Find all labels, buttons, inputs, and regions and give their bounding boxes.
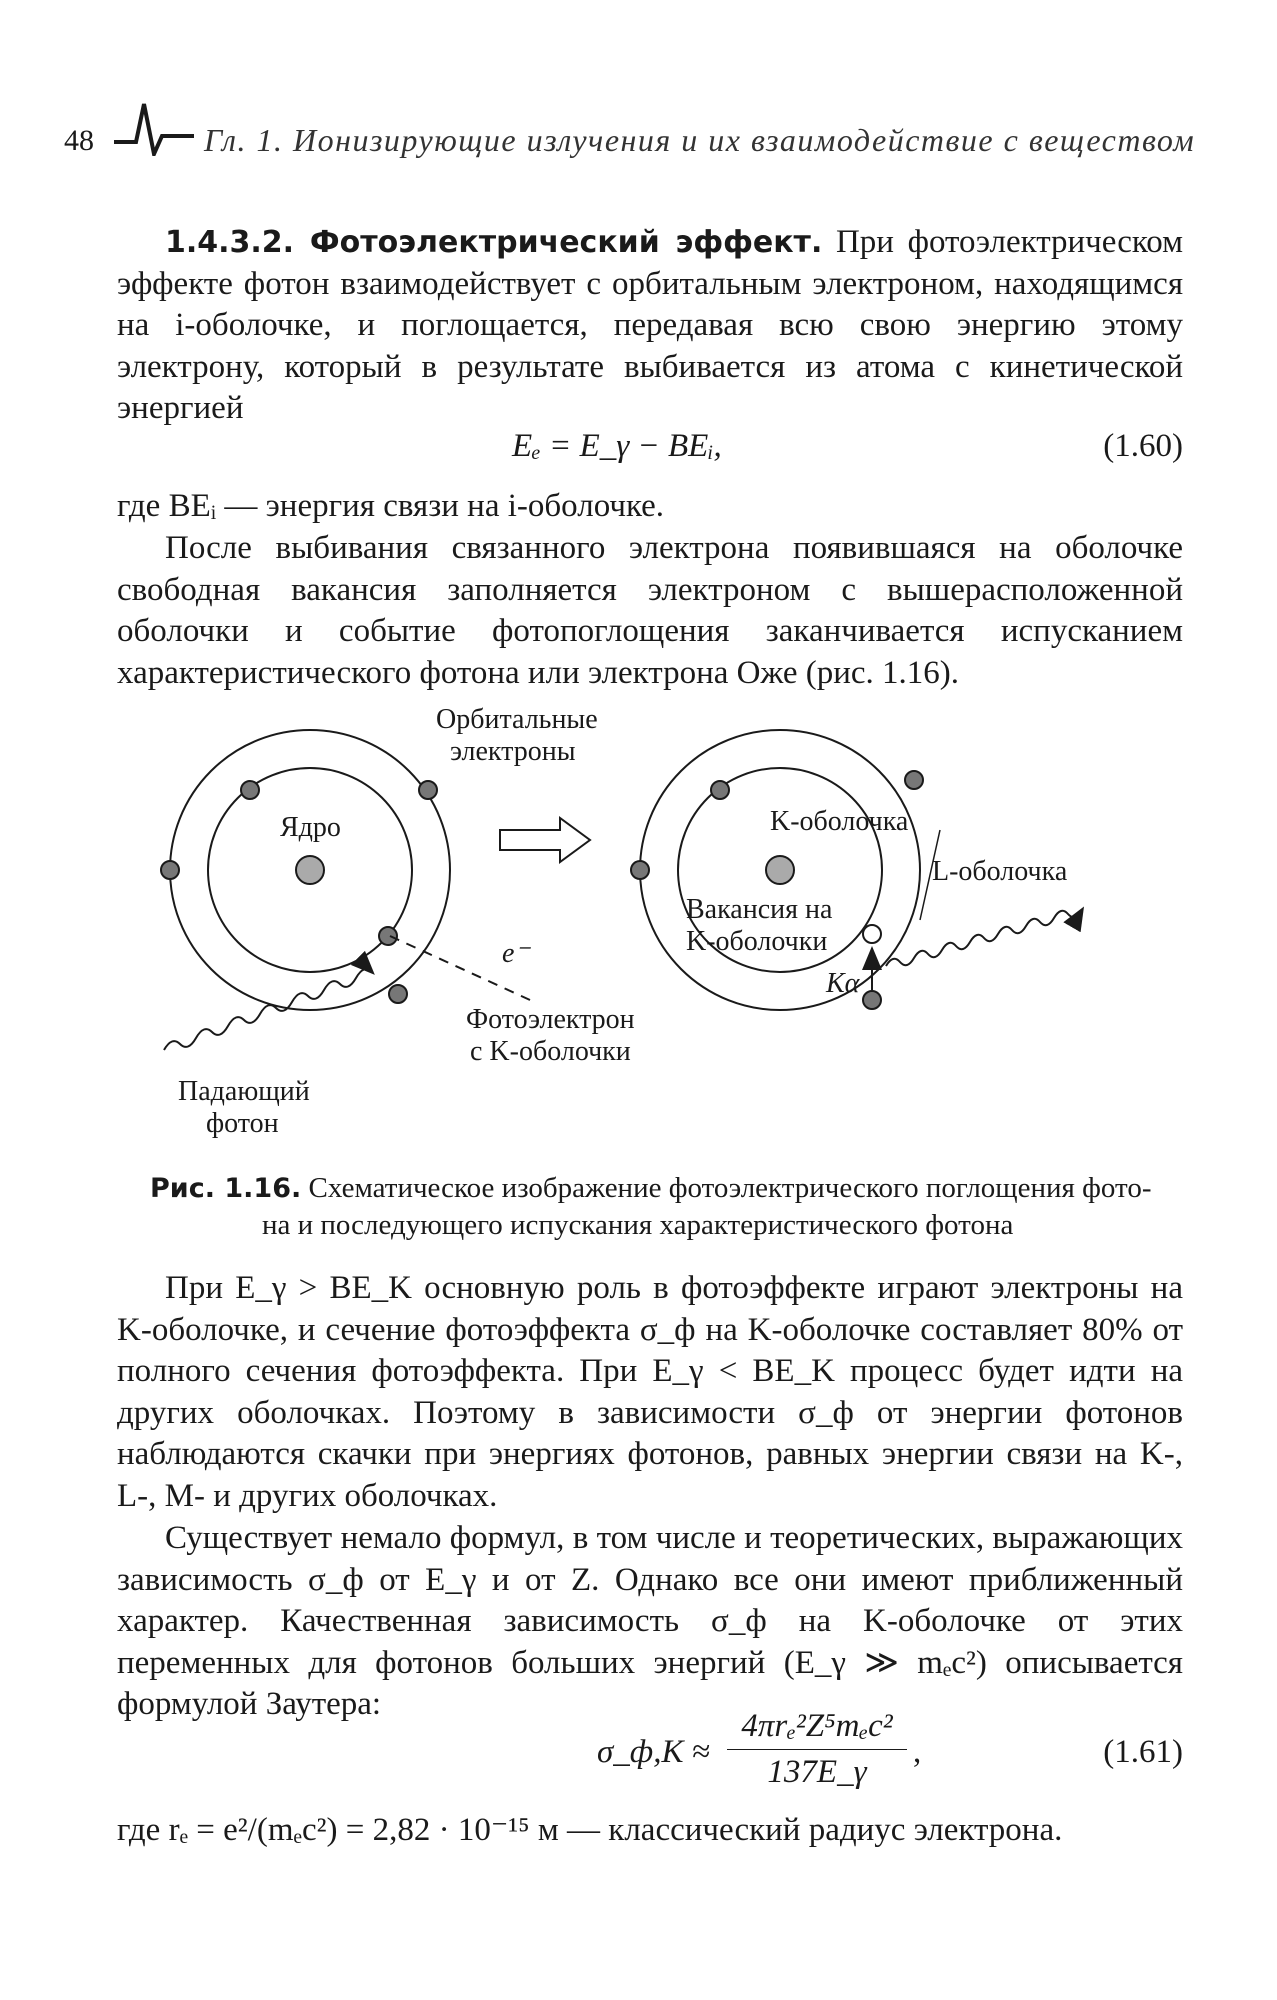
equation-1-61-lhs: σ_ф,K ≈ xyxy=(597,1734,710,1770)
equation-1-61-fraction xyxy=(727,1708,907,1791)
equation-1-61-numerator: 4πrₑ²Z⁵mₑc² xyxy=(727,1708,907,1750)
equation-1-60 xyxy=(117,428,1183,472)
label-nucleus: Ядро xyxy=(280,812,341,843)
paragraph-sauter: Существует немало формул, в том числе и теоретических, выражающих зависимость σ_ф от E_γ и от Z. Однако все они имеют приближенный характер. Качественная зависимость σ_ф на K-оболочке от этих переменных для фотонов больших энергий (E_γ ≫ mₑc²) описывается формулой Заутера: xyxy=(117,1520,1183,1722)
orbital-electron xyxy=(905,771,923,789)
caption-line-2: на и последующего испускания характеристического фотона xyxy=(262,1209,1014,1241)
equation-1-61-denominator: 137E_γ xyxy=(767,1754,867,1790)
figure-1-16 xyxy=(150,700,1150,1140)
transition-arrow-icon xyxy=(500,818,590,862)
equation-1-61 xyxy=(117,1708,1183,1798)
orbital-electron xyxy=(863,991,881,1009)
incident-photon-wave xyxy=(164,969,372,1050)
running-title: Гл. 1. Ионизирующие излучения и их взаимодействие с веществом xyxy=(204,122,1196,158)
figure-caption xyxy=(150,1170,1180,1243)
paragraph-vacancy: После выбивания связанного электрона появившаяся на оболочке свободная вакансия заполняется электроном с вышерасположенной оболочки и событие фотопоглощения заканчивается испусканием характеристического фотона или электрона Оже (рис. 1.16). xyxy=(117,530,1183,691)
label-electron: e⁻ xyxy=(502,938,530,969)
equation-1-61-comma: , xyxy=(913,1734,922,1770)
label-orbital-electrons: Орбитальные xyxy=(436,704,598,735)
orbital-electron xyxy=(241,781,259,799)
paragraph-intro-text: При фотоэлектрическом эффекте фотон взаимодействует с орбитальным электроном, находящимся на i-оболочке, и поглощается, передавая всю свою энергию этому электрону, который в результате выбивается из атома с кинетической энергией xyxy=(117,224,1183,426)
nucleus xyxy=(296,856,324,884)
orbital-electron xyxy=(419,781,437,799)
caption-line-1: Схематическое изображение фотоэлектрического поглощения фото- xyxy=(308,1172,1152,1204)
label-k-shell: K-оболочка xyxy=(770,806,909,837)
paragraph-electron-radius: где rₑ = e²/(mₑc²) = 2,82 · 10⁻¹⁵ м — классический радиус электрона. xyxy=(117,1812,1063,1848)
label-vacancy-2: K-оболочки xyxy=(686,926,828,957)
equation-1-61-number: (1.61) xyxy=(1103,1734,1183,1770)
orbital-electron xyxy=(631,861,649,879)
label-vacancy: Вакансия на xyxy=(686,894,833,925)
vacancy xyxy=(863,925,881,943)
paragraph-binding-energy: где BEᵢ — энергия связи на i-оболочке. xyxy=(117,488,665,524)
orbital-electron xyxy=(379,927,397,945)
orbital-electron xyxy=(161,861,179,879)
page-number: 48 xyxy=(64,124,94,157)
label-k-alpha: Kα xyxy=(826,968,860,999)
atom-before xyxy=(161,730,530,1050)
orbital-electron xyxy=(389,985,407,1003)
label-photoelectron-2: с K-оболочки xyxy=(470,1036,631,1067)
caption-label: Рис. 1.16. xyxy=(150,1173,302,1204)
orbital-electron xyxy=(711,781,729,799)
label-photoelectron: Фотоэлектрон xyxy=(466,1004,635,1035)
pulse-logo-icon xyxy=(114,96,194,156)
paragraph-k-shell: При E_γ > BE_K основную роль в фотоэффекте играют электроны на K-оболочке, и сечение фотоэффекта σ_ф на K-оболочке составляет 80% от полного сечения фотоэффекта. При E_γ < BE_K процесс будет идти на других оболочках. Поэтому в зависимости σ_ф от энергии фотонов наблюдаются скачки при энергиях фотонов, равных энергии связи на K-, L-, M- и других оболочках. xyxy=(117,1270,1183,1514)
label-orbital-electrons-2: электроны xyxy=(450,736,576,767)
section-heading: 1.4.3.2. Фотоэлектрический эффект. xyxy=(165,225,823,260)
label-incident-photon-2: фотон xyxy=(206,1108,279,1139)
label-l-shell: L-оболочка xyxy=(932,856,1068,887)
equation-1-60-number: (1.60) xyxy=(1103,428,1183,464)
page-header xyxy=(52,92,1202,162)
characteristic-photon-wave xyxy=(886,910,1082,966)
paragraph-intro xyxy=(117,222,1183,430)
nucleus xyxy=(766,856,794,884)
equation-1-60-formula: Eₑ = E_γ − BEᵢ, xyxy=(512,428,722,464)
label-incident-photon: Падающий xyxy=(178,1076,310,1107)
